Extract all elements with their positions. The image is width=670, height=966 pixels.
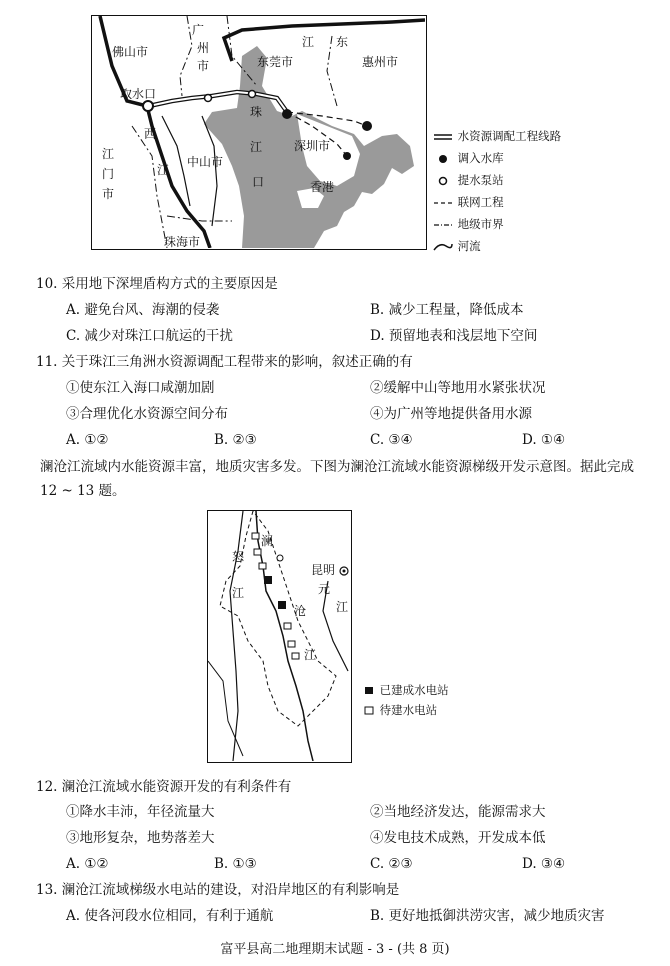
label-foshan: 佛山市	[112, 45, 149, 59]
label-jiang-yuan: 江	[336, 600, 349, 614]
label-dong: 东	[336, 35, 349, 49]
legend-pump	[432, 172, 504, 188]
legend-built-station	[364, 682, 449, 698]
label-zhongshan: 中山市	[187, 155, 224, 169]
label-jiangmen-1: 江	[102, 147, 115, 161]
legend-label: 提水泵站	[457, 173, 504, 187]
q10-option-a: A. 避免台风、海潮的侵袭	[66, 302, 220, 318]
q11-option-b: B. ②③	[214, 432, 257, 448]
q11-option-c: C. ③④	[370, 432, 413, 448]
q12-statement-1: ①降水丰沛，年径流量大	[66, 804, 215, 820]
q13-option-a: A. 使各河段水位相同，有利于通航	[66, 908, 274, 924]
q11-option-a: A. ①②	[66, 432, 109, 448]
q10-option-c: C. 减少对珠江口航运的干扰	[66, 328, 233, 344]
legend-planned-station	[364, 702, 437, 718]
reservoir-1	[282, 109, 292, 119]
label-jiangmen-3: 市	[102, 187, 115, 201]
planned-station-5	[288, 641, 295, 647]
pump-station-1	[205, 95, 212, 102]
boundary-jm-zs	[132, 126, 170, 248]
planned-station-6	[292, 653, 299, 659]
pump-station-2	[249, 91, 256, 98]
lancang-river	[256, 511, 313, 761]
label-guangzhou-1: 广	[192, 23, 205, 37]
q11-statement-1: ①使东江入海口咸潮加剧	[66, 380, 215, 396]
label-jiang-lc: 江	[304, 648, 317, 662]
label-jiang-west: 江	[157, 163, 170, 177]
label-guangzhou-2: 州	[197, 41, 210, 55]
dashed-line-icon	[432, 198, 454, 208]
label-yuan: 元	[318, 582, 331, 596]
boundary-foshan-gz	[180, 16, 192, 96]
q11-stem: 11. 关于珠江三角洲水资源调配工程带来的影响，叙述正确的有	[36, 354, 413, 370]
reservoir-3	[343, 152, 351, 160]
planned-station-4	[284, 623, 291, 629]
reservoir-2	[362, 121, 372, 131]
label-dongguan: 东莞市	[257, 55, 294, 69]
label-jiang-estuary: 江	[250, 140, 263, 154]
q12-statement-3: ③地形复杂，地势落差大	[66, 830, 215, 846]
q11-statement-3: ③合理优化水资源空间分布	[66, 406, 228, 422]
legend-label: 地级市界	[457, 217, 504, 231]
legend-label: 调入水库	[457, 151, 504, 165]
q10-stem: 10. 采用地下深埋盾构方式的主要原因是	[36, 276, 278, 292]
lancang-map-svg	[208, 511, 350, 761]
label-shenzhen: 深圳市	[294, 139, 331, 153]
label-kou: 口	[252, 175, 265, 189]
city-marker	[277, 555, 283, 561]
built-station-1	[264, 576, 272, 584]
boundary-zs-zh	[167, 216, 232, 221]
q12-statement-4: ④发电技术成熟，开发成本低	[370, 830, 546, 846]
label-cang: 沧	[294, 604, 307, 618]
q13-stem: 13. 澜沧江流域梯级水电站的建设，对沿岸地区的有利影响是	[36, 882, 400, 898]
filled-dot-icon	[432, 154, 454, 164]
legend-network	[432, 194, 504, 210]
planned-station-1	[252, 533, 259, 539]
filled-square-icon	[364, 686, 376, 696]
dash-dot-line-icon	[432, 220, 454, 230]
legend-label: 水资源调配工程线路	[457, 129, 562, 143]
label-lan: 澜	[261, 534, 274, 548]
label-qushuikou: 取水口	[120, 87, 157, 101]
lancang-map	[207, 510, 352, 763]
hollow-dot-icon	[432, 176, 454, 186]
label-jiang: 江	[302, 35, 315, 49]
q12-stem: 12. 澜沧江流域水能资源开发的有利条件有	[36, 779, 292, 795]
q10-option-d: D. 预留地表和浅层地下空间	[370, 328, 538, 344]
legend-label: 联网工程	[457, 195, 504, 209]
prd-water-map	[91, 15, 427, 250]
planned-station-2	[254, 549, 261, 555]
prd-map-svg	[92, 16, 425, 248]
built-station-2	[278, 601, 286, 609]
legend-label: 已建成水电站	[379, 683, 449, 697]
legend-river	[432, 238, 481, 254]
label-zhuhai: 珠海市	[164, 235, 201, 248]
q12-option-d: D. ③④	[522, 856, 566, 872]
q13-option-b: B. 更好地抵御洪涝灾害，减少地质灾害	[370, 908, 605, 924]
nujiang-river	[230, 511, 243, 761]
legend-label: 河流	[457, 239, 481, 253]
q11-option-d: D. ①④	[522, 432, 566, 448]
water-intake-point	[143, 101, 153, 111]
q10-option-b: B. 减少工程量，降低成本	[370, 302, 524, 318]
q12-option-b: B. ①③	[214, 856, 257, 872]
planned-station-3	[259, 563, 266, 569]
hollow-square-icon	[364, 706, 376, 716]
legend-boundary	[432, 216, 504, 232]
label-guangzhou-3: 市	[197, 59, 210, 73]
q11-statement-2: ②缓解中山等地用水紧张状况	[370, 380, 546, 396]
legend-reservoir	[432, 150, 504, 166]
label-hongkong: 香港	[310, 180, 335, 194]
double-line-icon	[432, 132, 454, 142]
river-icon	[432, 242, 454, 252]
legend-label: 待建水电站	[379, 703, 438, 717]
label-xi: 西	[144, 127, 157, 141]
q12-option-c: C. ②③	[370, 856, 413, 872]
q12-statement-2: ②当地经济发达，能源需求大	[370, 804, 546, 820]
label-nu: 怒	[232, 550, 245, 564]
legend-transfer-line	[432, 128, 561, 144]
q12-option-a: A. ①②	[66, 856, 109, 872]
label-huizhou: 惠州市	[362, 55, 399, 69]
page-footer: 富平县高二地理期末试题 - 3 - (共 8 页)	[220, 942, 450, 957]
label-jiangmen-2: 门	[102, 167, 115, 181]
lancang-intro: 澜沧江流域内水能资源丰富，地质灾害多发。下图为澜沧江流域水能资源梯级开发示意图。据此完成 12 ~ 13 题。	[40, 459, 634, 499]
q11-statement-4: ④为广州等地提供备用水源	[370, 406, 532, 422]
label-kunming: 昆明	[311, 563, 336, 577]
label-zhu: 珠	[250, 105, 263, 119]
label-jiang-nu: 江	[232, 586, 245, 600]
kunming-marker-dot	[343, 570, 346, 573]
